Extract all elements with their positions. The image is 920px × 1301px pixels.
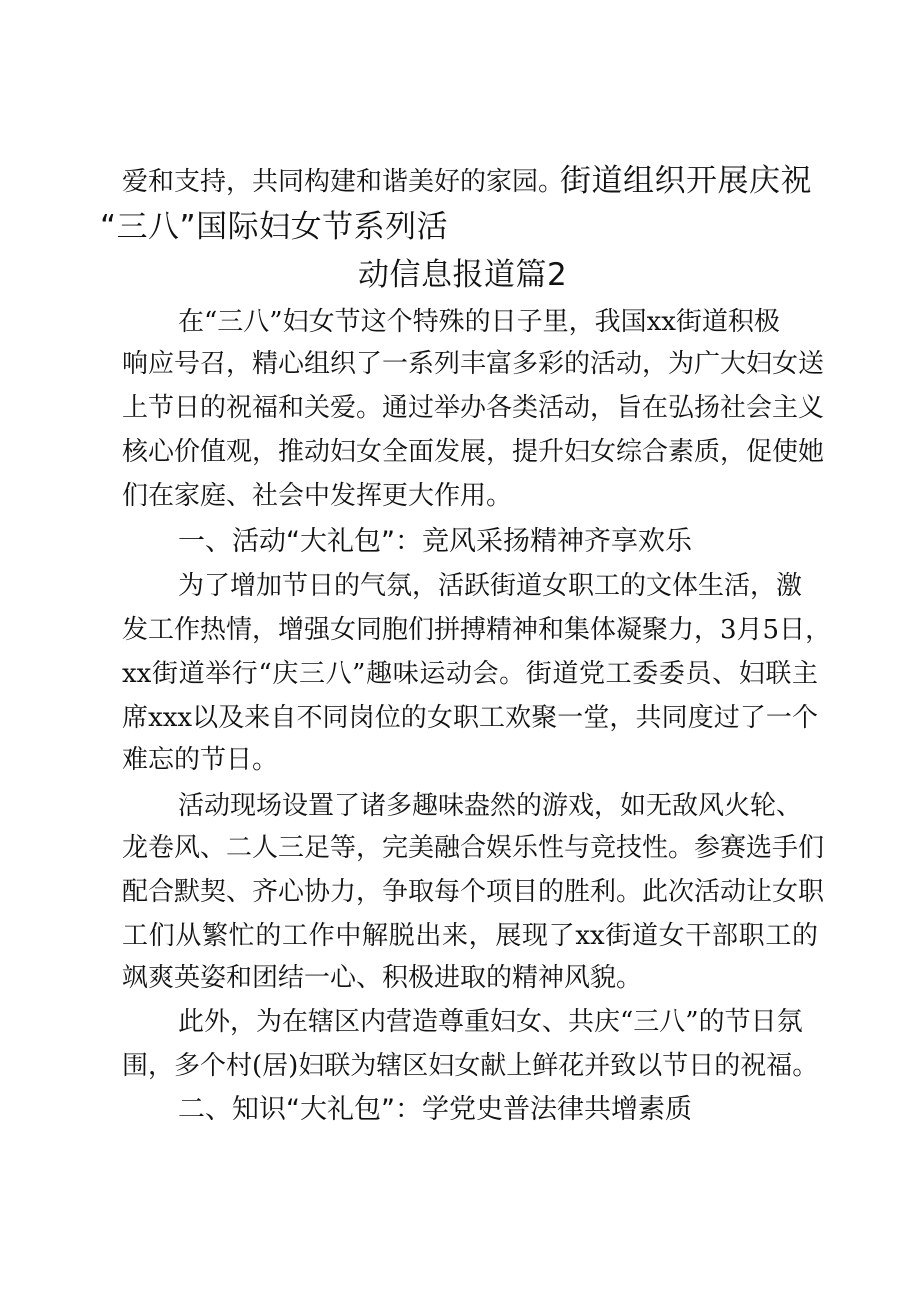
paragraph-1-line-3: 上节日的祝福和关爱。通过举办各类活动，旨在弘扬社会主义 [122,393,825,423]
paragraph-3-line-5: 飒爽英姿和团结一心、积极进取的精神风貌。 [122,963,643,993]
title-line-1: 街道组织开展庆祝 [560,163,812,199]
paragraph-1-line-5: 们在家庭、社会中发挥更大作用。 [122,481,513,511]
intro-tail-text: 爱和支持，共同构建和谐美好的家园。 [122,167,565,197]
section-heading-1: 一、活动“大礼包”：竞风采扬精神齐享欢乐 [178,526,692,557]
paragraph-2-line-2: 发工作热情，增强女同胞们拼搏精神和集体凝聚力，3月5日， [122,615,832,645]
paragraph-2-line-5: 难忘的节日。 [122,745,279,775]
paragraph-3-line-1: 活动现场设置了诸多趣味盎然的游戏，如无敌风火轮、 [178,791,803,821]
paragraph-3-line-2: 龙卷风、二人三足等，完美融合娱乐性与竞技性。参赛选手们 [122,833,825,863]
paragraph-2-line-1: 为了增加节日的气氛，活跃街道女职工的文体生活，激 [178,571,803,601]
paragraph-3-line-4: 工们从繁忙的工作中解脱出来，展现了xx街道女干部职工的 [122,921,818,951]
paragraph-1-line-2: 响应号召，精心组织了一系列丰富多彩的活动，为广大妇女送 [122,349,825,379]
paragraph-2-line-4: 席xxx以及来自不同岗位的女职工欢聚一堂，共同度过了一个 [122,703,818,733]
paragraph-4-line-1: 此外，为在辖区内营造尊重妇女、共庆“三八”的节日氛 [178,1007,803,1037]
paragraph-2-line-3: xx街道举行“庆三八”趣味运动会。街道党工委委员、妇联主 [122,659,818,689]
title-line-2: “三八”国际妇女节系列活 [100,209,449,245]
intro-tail-line [122,166,564,198]
paragraph-1-line-4: 核心价值观，推动妇女全面发展，提升妇女综合素质，促使她 [122,437,825,467]
paragraph-4-line-2: 围，多个村(居)妇联为辖区妇女献上鲜花并致以节日的祝福。 [122,1051,819,1081]
section-heading-2: 二、知识“大礼包”：学党史普法律共增素质 [178,1094,692,1125]
paragraph-3-line-3: 配合默契、齐心协力，争取每个项目的胜利。此次活动让女职 [122,877,825,907]
title-line-3: 动信息报道篇2 [358,257,568,293]
paragraph-1-line-1: 在“三八”妇女节这个特殊的日子里，我国xx街道积极 [178,307,780,337]
